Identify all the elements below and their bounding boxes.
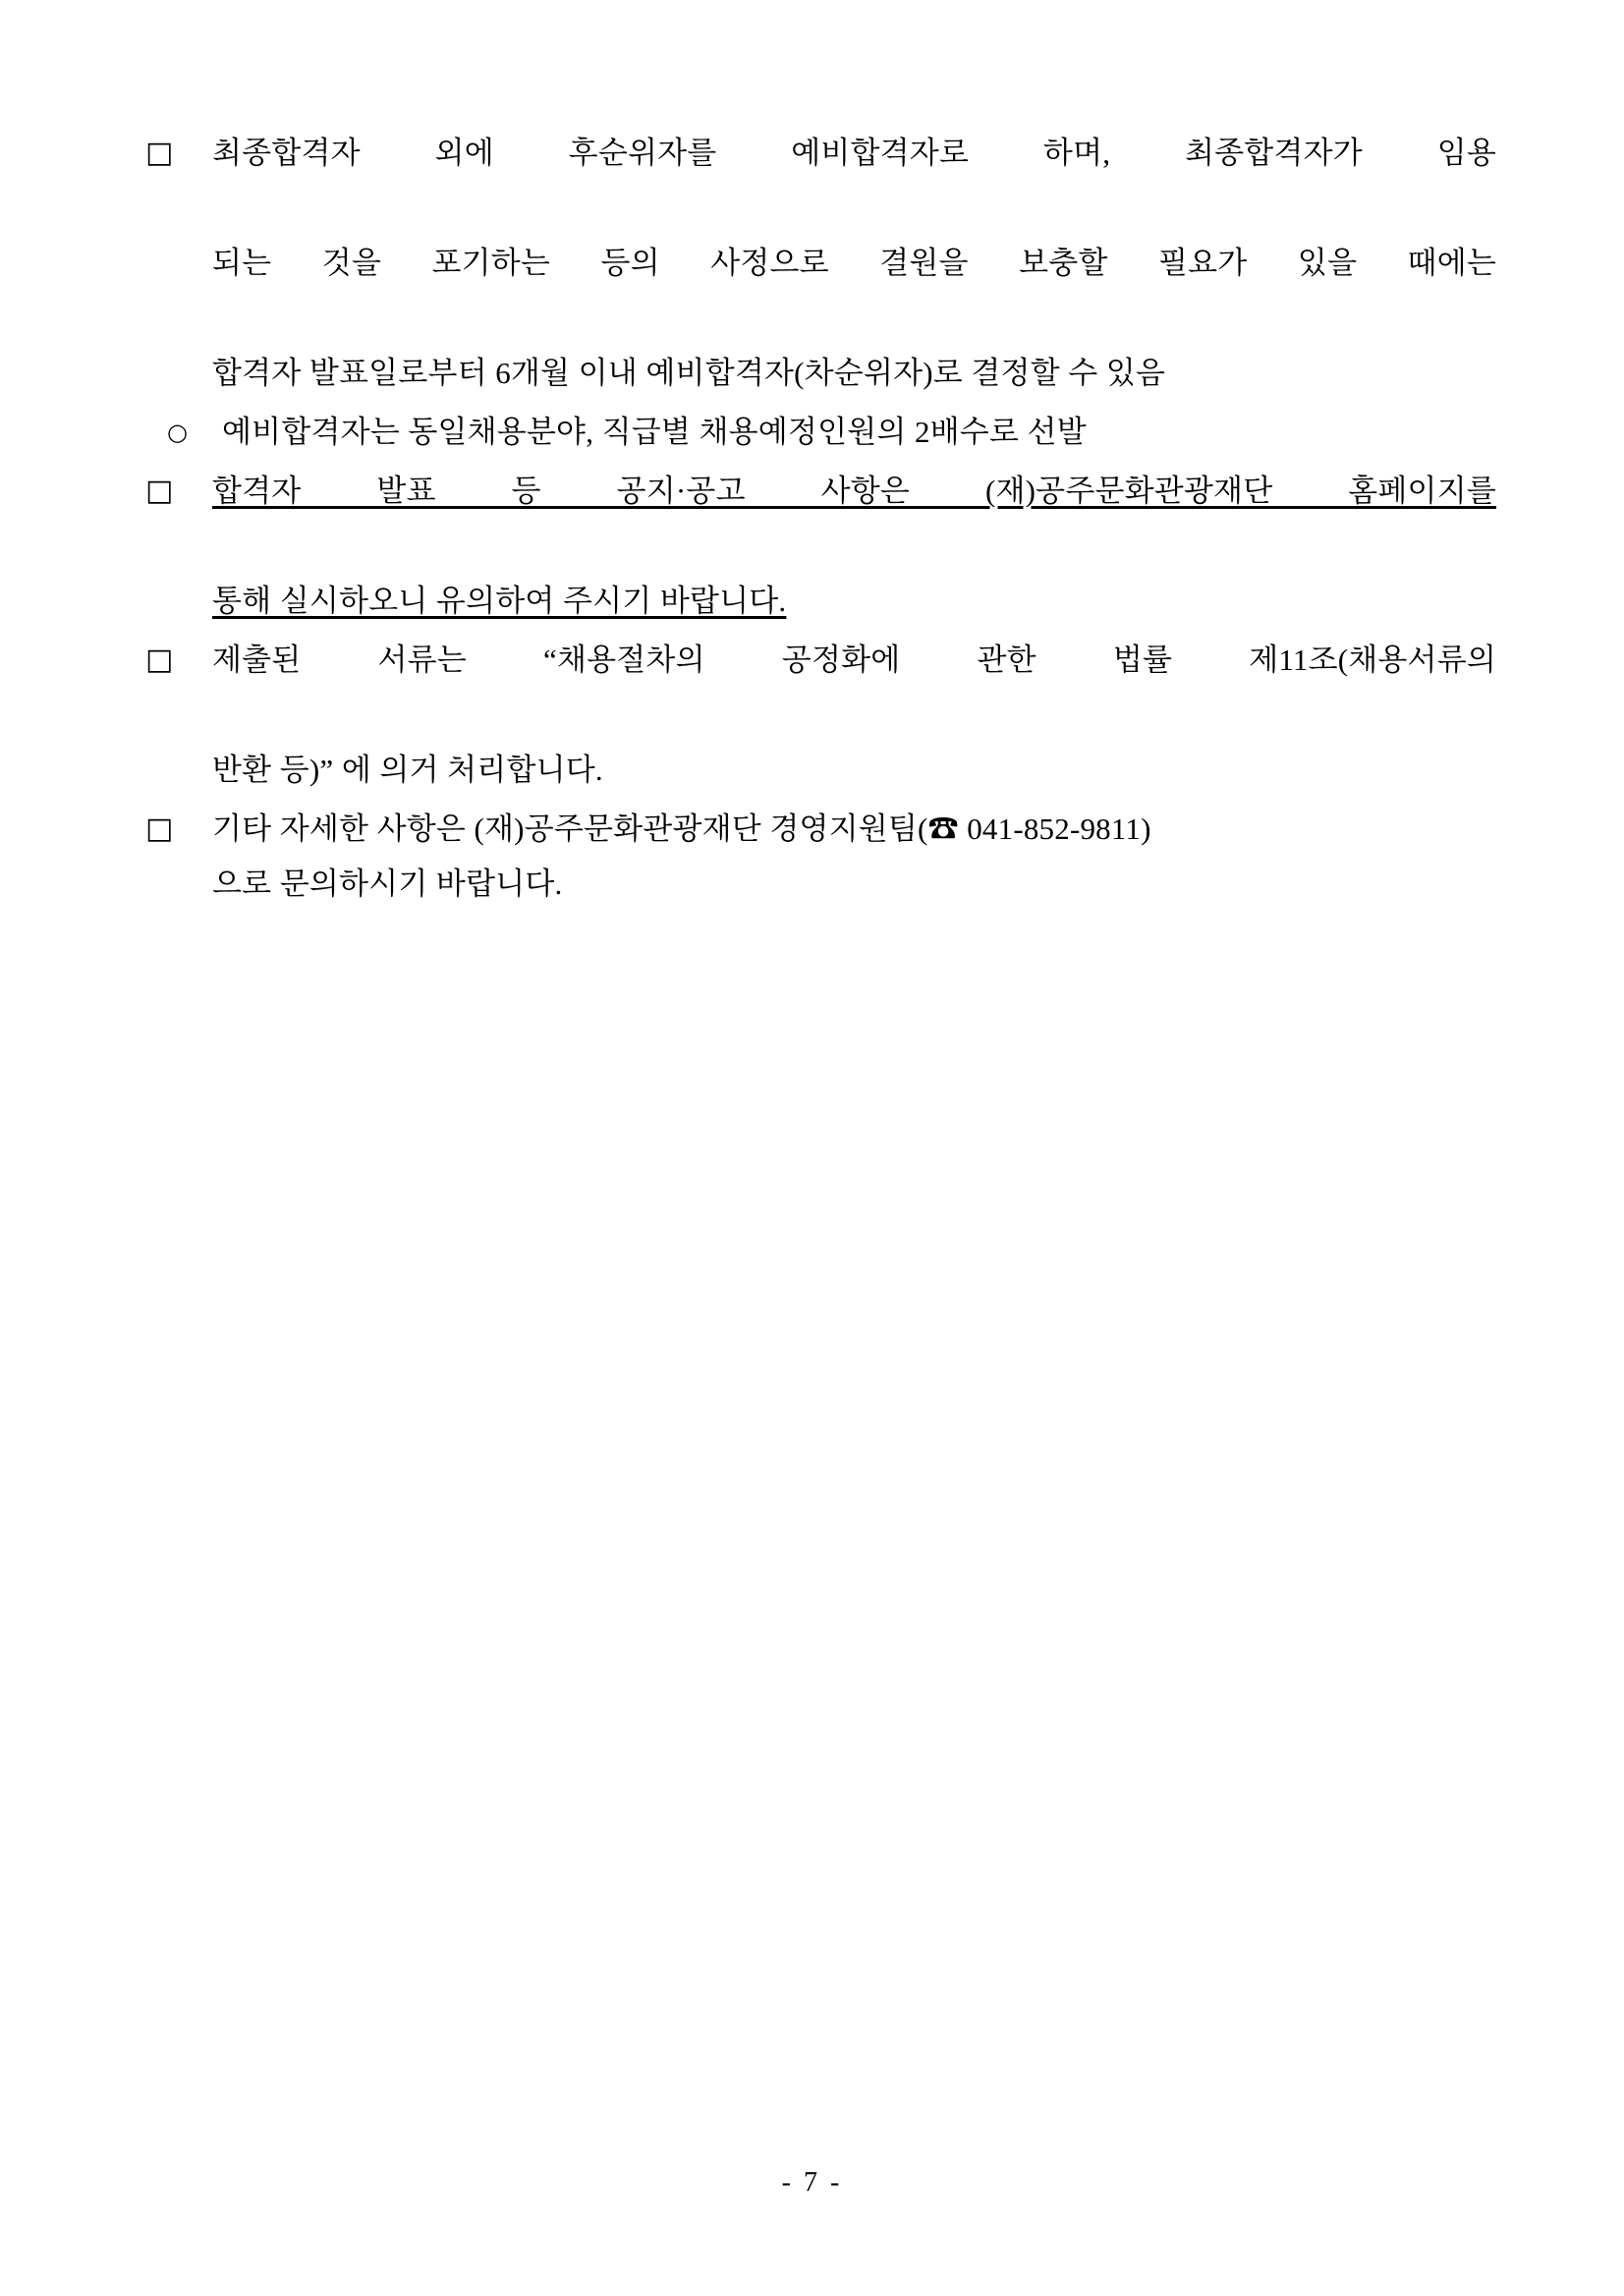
text-line: 합격자 발표 등 공지·공고 사항은 (재)공주문화관광재단 홈페이지를 (212, 474, 1496, 508)
list-item (145, 464, 1496, 629)
text-line: 통해 실시하오니 유의하여 주시기 바랍니다. (212, 584, 787, 618)
document-body (145, 126, 1496, 916)
list-item-text (212, 464, 1496, 629)
list-item-text (222, 405, 1496, 460)
text-line: 예비합격자는 동일채용분야, 직급별 채용예정인원의 2배수로 선발 (222, 415, 1087, 449)
checkbox-square-icon: □ (145, 643, 174, 677)
text-line: 반환 등)” 에 의거 처리합니다. (212, 753, 603, 787)
text-line: 제출된 서류는 “채용절차의 공정화에 관한 법률 제11조(채용서류의 (212, 643, 1496, 677)
bullet-circle-icon: ○ (167, 419, 188, 446)
list-item-text (212, 126, 1496, 401)
checkbox-square-icon: □ (145, 812, 174, 846)
text-line: 으로 문의하시기 바랍니다. (212, 867, 563, 901)
list-item (145, 126, 1496, 401)
list-item-text (212, 633, 1496, 798)
text-line: 최종합격자 외에 후순위자를 예비합격자로 하며, 최종합격자가 임용 (212, 136, 1496, 170)
list-item (145, 802, 1496, 912)
text-line: 기타 자세한 사항은 (재)공주문화관광재단 경영지원팀(☎ 041-852-9811) (212, 812, 1151, 846)
page-number: - 7 - (781, 2167, 843, 2198)
list-item-text (212, 802, 1496, 912)
text-line: 되는 것을 포기하는 등의 사정으로 결원을 보충할 필요가 있을 때에는 (212, 246, 1496, 280)
text-line: 합격자 발표일로부터 6개월 이내 예비합격자(차순위자)로 결정할 수 있음 (212, 356, 1166, 390)
list-item (145, 405, 1496, 460)
checkbox-square-icon: □ (145, 136, 174, 170)
checkbox-square-icon: □ (145, 474, 174, 508)
list-item (145, 633, 1496, 798)
